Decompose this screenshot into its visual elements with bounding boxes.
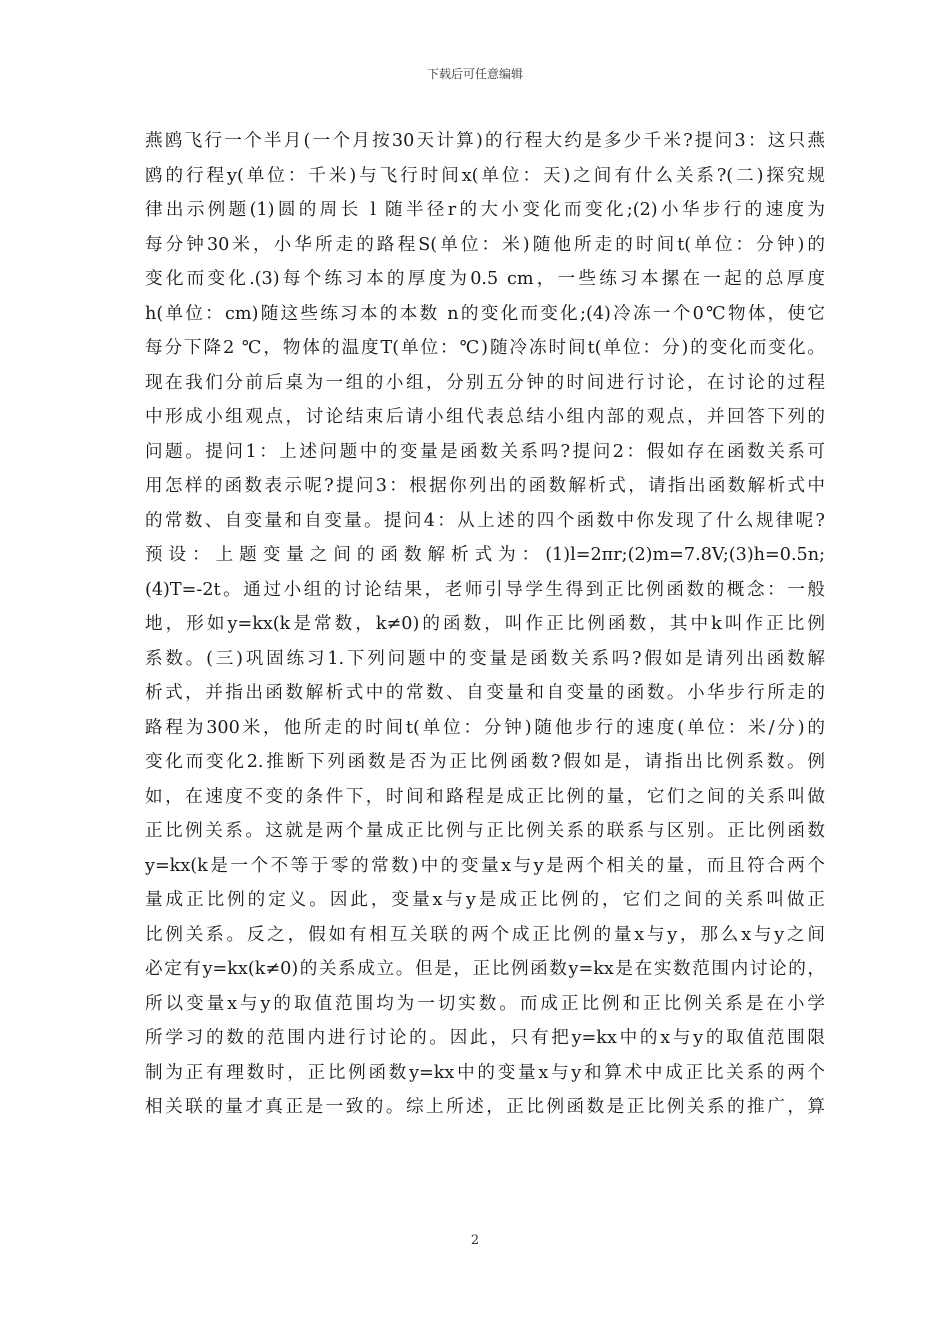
text-line-7: 每分下降2 ℃，物体的温度T(单位：℃)随冷冻时间t(单位：分)的变化而变化。: [145, 338, 825, 358]
page-header: 下载后可任意编辑: [426, 67, 523, 81]
text-line-11: 用怎样的函数表示呢?提问3：根据你列出的函数解析式，请指出函数解析式中: [145, 476, 825, 496]
text-line-1: 燕鸥飞行一个半月(一个月按30天计算)的行程大约是多少千米?提问3：这只燕: [145, 131, 825, 151]
text-line-16: 系数。(三)巩固练习1.下列问题中的变量是函数关系吗?假如是请列出函数解: [145, 648, 825, 669]
text-line-24: 比例关系。反之，假如有相互关联的两个成正比例的量x与y，那么x与y之间: [145, 924, 825, 945]
text-line-19: 变化而变化2.推断下列函数是否为正比例函数?假如是，请指出比例系数。例: [145, 752, 825, 772]
text-line-28: 制为正有理数时，正比例函数y=kx中的变量x与y和算术中成正比关系的两个: [145, 1062, 825, 1083]
text-line-29: 相关联的量才真正是一致的。综上所述，正比例函数是正比例关系的推广，算: [145, 1097, 825, 1117]
text-line-27: 所学习的数的范围内进行讨论的。因此，只有把y=kx中的x与y的取值范围限: [145, 1028, 825, 1048]
text-line-20: 如，在速度不变的条件下，时间和路程是成正比例的量，它们之间的关系叫做: [145, 786, 825, 807]
text-line-8: 现在我们分前后桌为一组的小组，分别五分钟的时间进行讨论，在讨论的过程: [145, 372, 825, 393]
text-line-4: 每分钟30米，小华所走的路程S(单位：米)随他所走的时间t(单位：分钟)的: [145, 234, 825, 255]
text-line-6: h(单位：cm)随这些练习本的本数 n的变化而变化;(4)冷冻一个0℃物体，使它: [145, 303, 825, 324]
text-line-14: (4)T=-2t。通过小组的讨论结果，老师引导学生得到正比例函数的概念：一般: [145, 579, 825, 600]
text-line-17: 析式，并指出函数解析式中的常数、自变量和自变量的函数。小华步行所走的: [145, 683, 825, 703]
text-line-12: 的常数、自变量和自变量。提问4：从上述的四个函数中你发现了什么规律呢?: [145, 510, 825, 531]
text-line-2: 鸥的行程y(单位：千米)与飞行时间x(单位：天)之间有什么关系?(二)探究规: [145, 165, 825, 186]
text-line-5: 变化而变化.(3)每个练习本的厚度为0.5 cm，一些练习本摞在一起的总厚度: [145, 269, 825, 289]
text-line-21: 正比例关系。这就是两个量成正比例与正比例关系的联系与区别。正比例函数: [145, 821, 825, 841]
text-line-10: 问题。提问1：上述问题中的变量是函数关系吗?提问2：假如存在函数关系可: [145, 441, 825, 462]
text-line-18: 路程为300米，他所走的时间t(单位：分钟)随他步行的速度(单位：米/分)的: [145, 717, 825, 738]
text-line-26: 所以变量x与y的取值范围均为一切实数。而成正比例和正比例关系是在小学: [145, 993, 825, 1014]
text-line-9: 中形成小组观点，讨论结束后请小组代表总结小组内部的观点，并回答下列的: [145, 407, 825, 427]
text-line-25: 必定有y=kx(k≠0)的关系成立。但是，正比例函数y=kx是在实数范围内讨论的，: [145, 959, 825, 979]
text-line-15: 地，形如y=kx(k是常数，k≠0)的函数，叫作正比例函数，其中k叫作正比例: [145, 614, 825, 634]
text-line-13: 预设：上题变量之间的函数解析式为：(1)l=2πr;(2)m=7.8V;(3)h=0.5n;: [145, 545, 825, 565]
text-line-3: 律出示例题(1)圆的周长 l 随半径r的大小变化而变化;(2)小华步行的速度为: [145, 200, 825, 220]
page-number: 2: [470, 1233, 480, 1248]
body-text: [145, 124, 825, 1125]
text-line-23: 量成正比例的定义。因此，变量x与y是成正比例的，它们之间的关系叫做正: [145, 890, 825, 910]
text-line-22: y=kx(k是一个不等于零的常数)中的变量x与y是两个相关的量，而且符合两个: [145, 855, 825, 876]
